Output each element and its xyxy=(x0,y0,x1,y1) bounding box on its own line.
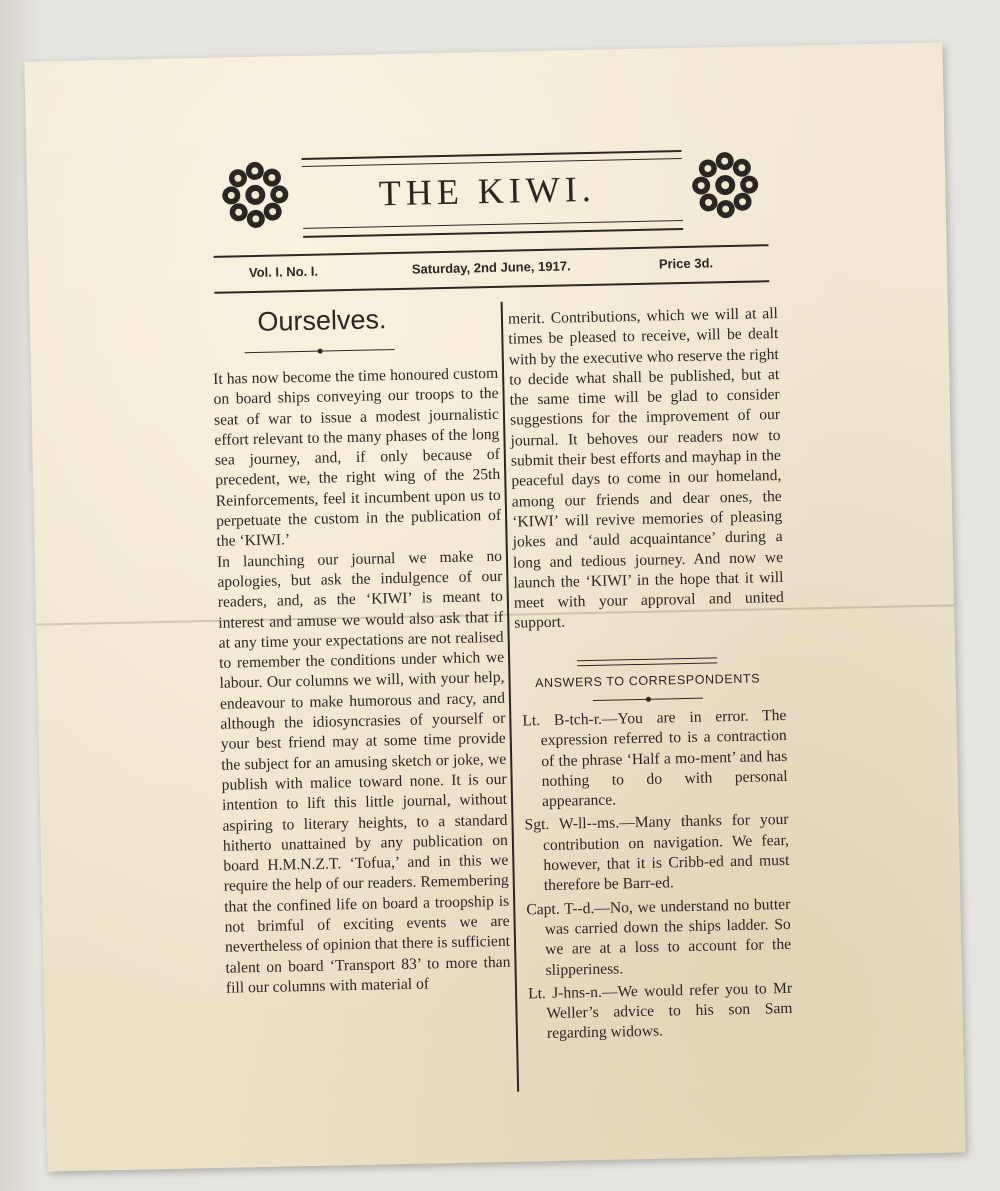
answer-item: Sgt. W-ll--ms.—Many thanks for your contribution on navigation. We fear, however, that it is Cribb-ed and must therefore be Barr-ed. xyxy=(524,811,790,895)
answer-item: Lt. B-tch-r.—You are in error. The expression referred to is a contraction of the phrase ‘Half a mo-ment’ and has nothing to do with personal appearance. xyxy=(522,706,788,811)
answer-item: Lt. J-hns-n.—We would refer you to Mr Weller’s advice to his son Sam regarding widows. xyxy=(527,979,793,1043)
article-right-column xyxy=(508,304,785,634)
article-heading: Ourselves. xyxy=(257,304,387,337)
article-paragraph: merit. Contributions, which we will at all times be pleased to receive, will be dealt with by the executive who reserve the right to decide what shall be published, but at the same time will be glad to consider suggestions for the improvement of our journal. It behoves our readers now to submit their best efforts and mayhap in the peaceful days to come in our homeland, among our friends and dear ones, the ‘KIWI’ will revive memories of pleasing jokes and ‘auld acquaintance’ during a long and tedious journey. And now we launch the ‘KIWI’ in the hope that it will meet with your approval and united support. xyxy=(507,305,785,633)
masthead-rule xyxy=(303,228,683,238)
answers-rule xyxy=(577,657,717,661)
answers-heading: ANSWERS TO CORRESPONDENTS xyxy=(534,671,761,691)
masthead-rule xyxy=(303,220,683,229)
chrysanthemum-ornament-icon xyxy=(686,146,764,224)
rule-ornament xyxy=(318,349,323,354)
volume-number: Vol. I. No. I. xyxy=(248,263,319,281)
issue-date: Saturday, 2nd June, 1917. xyxy=(411,258,571,277)
masthead-title: THE KIWI. xyxy=(378,168,597,214)
issue-price: Price 3d. xyxy=(658,255,714,272)
article-left-column xyxy=(213,364,511,999)
answers-rule xyxy=(577,662,717,666)
chrysanthemum-ornament-icon xyxy=(217,156,295,234)
article-paragraph: It has now become the time honoured custom on board ships conveying our troops to the seat of war to issue a modest journalistic effort relevant to the many phases of the long sea journey, and, if only because of precedent, we, the right wing of the 25th Reinforcements, feel it incumbent upon us to perpetuate the custom in the publication of the ‘KIWI.’ xyxy=(212,364,502,551)
newspaper-page xyxy=(24,43,965,1172)
rule-ornament xyxy=(646,697,651,702)
answer-item: Capt. T--d.—No, we understand no butter was carried down the ships ladder. So we are at a loss to account for the slipperiness. xyxy=(526,895,792,979)
masthead-rule xyxy=(302,158,682,167)
answers-list xyxy=(522,706,793,1048)
article-paragraph: In launching our journal we make no apologies, but ask the indulgence of our readers, and, as the ‘KIWI’ is meant to interest and amuse we would also ask that if at any time your expectations are not realised to remember the conditions under which we labour. Our columns we will, with your help, endeavour to make humorous and racy, and although the idiosyncrasies of yourself or your best friend may at some time provide the subject for an amusing sketch or joke, we publish with malice toward none. It is our intention to lift this little journal, without aspiring to literary heights, to a standard hitherto unattained by any publication on board H.M.N.Z.T. ‘Tofua,’ and in this we require the help of our readers. Remembering that the confined life on board a troopship is not brimful of exciting events we are nevertheless of opinion that there is sufficient talent on board ‘Transport 83’ to more than fill our columns with material of xyxy=(216,547,511,997)
